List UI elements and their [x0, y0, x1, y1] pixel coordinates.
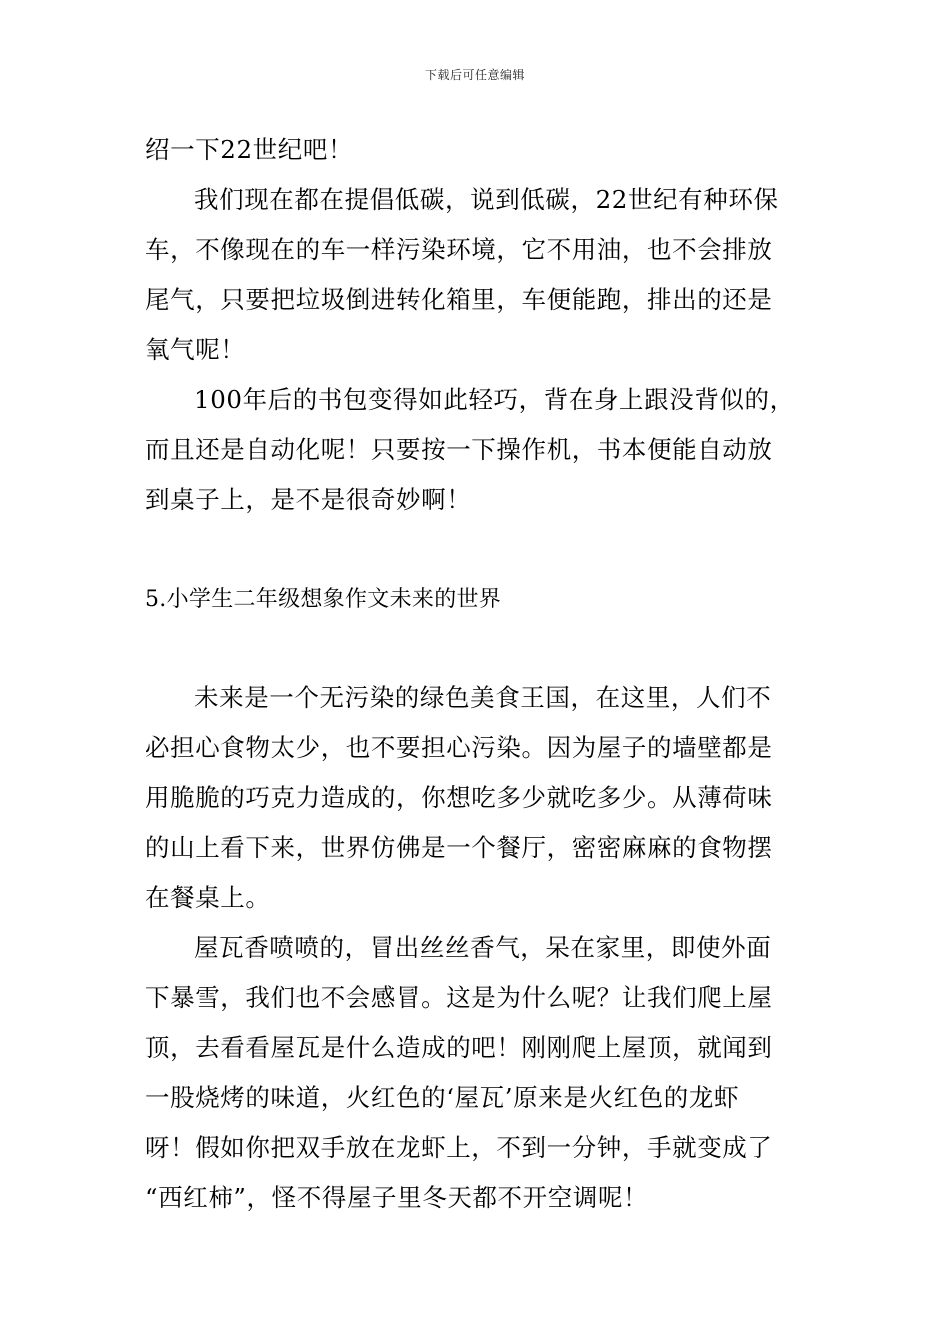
page-header-note: 下载后可任意编辑 — [424, 68, 525, 82]
section-heading: 5.小学生二年级想象作文未来的世界 — [145, 587, 502, 612]
paragraph-line: 我们现在都在提倡低碳，说到低碳，22世纪有种环保 — [194, 185, 779, 214]
paragraph-line: 尾气，只要把垃圾倒进转化箱里，车便能跑，排出的还是 — [145, 285, 773, 314]
paragraph-line: 到桌子上，是不是很奇妙啊！ — [145, 485, 472, 514]
paragraph-line: 车，不像现在的车一样污染环境，它不用油，也不会排放 — [145, 235, 773, 264]
paragraph-line: 的山上看下来，世界仿佛是一个餐厅，密密麻麻的食物摆 — [145, 833, 773, 862]
paragraph-line: 呀！假如你把双手放在龙虾上，不到一分钟，手就变成了 — [145, 1133, 773, 1162]
paragraph-line: 顶，去看看屋瓦是什么造成的吧！刚刚爬上屋顶，就闻到 — [145, 1033, 773, 1062]
paragraph-line: 100年后的书包变得如此轻巧，背在身上跟没背似的， — [194, 385, 795, 414]
paragraph-line: 绍一下22世纪吧！ — [145, 135, 354, 164]
paragraph-line: 而且还是自动化呢！只要按一下操作机，书本便能自动放 — [145, 435, 773, 464]
paragraph-line: 下暴雪，我们也不会感冒。这是为什么呢？让我们爬上屋 — [145, 983, 773, 1012]
paragraph-line: 一股烧烤的味道，火红色的‘屋瓦’原来是火红色的龙虾 — [145, 1083, 740, 1112]
paragraph-line: 氧气呢！ — [145, 335, 246, 364]
paragraph-line: 在餐桌上。 — [145, 883, 271, 912]
paragraph-line: 未来是一个无污染的绿色美食王国，在这里，人们不 — [194, 683, 772, 712]
paragraph-line: “西红柿”，怪不得屋子里冬天都不开空调呢！ — [145, 1183, 649, 1212]
paragraph-line: 屋瓦香喷喷的，冒出丝丝香气，呆在家里，即使外面 — [194, 933, 772, 962]
paragraph-line: 用脆脆的巧克力造成的，你想吃多少就吃多少。从薄荷味 — [145, 783, 773, 812]
paragraph-line: 必担心食物太少，也不要担心污染。因为屋子的墙壁都是 — [145, 733, 773, 762]
